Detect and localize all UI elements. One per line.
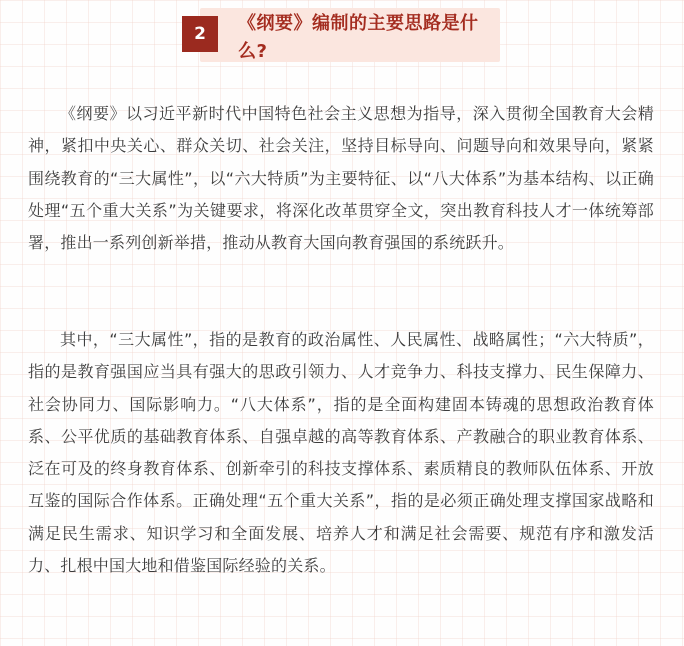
body-paragraph-2: 其中，“三大属性”，指的是教育的政治属性、人民属性、战略属性；“六大特质”，指的是教育强国应当具有强大的思政引领力、人才竞争力、科技支撑力、民生保障力、社会协同力、国际影响力。“八大体系”，指的是全面构建固本铸魂的思想政治教育体系、公平优质的基础教育体系、自强卓越的高等教育体系、产教融合的职业教育体系、泛在可及的终身教育体系、创新牵引的科技支撑体系、素质精良的教师队伍体系、开放互鉴的国际合作体系。正确处理“五个重大关系”，指的是必须正确处理支撑国家战略和满足民生需求、知识学习和全面发展、培养人才和满足社会需要、规范有序和激发活力、扎根中国大地和借鉴国际经验的关系。 <box>28 330 654 576</box>
section-number-badge: 2 <box>182 16 218 52</box>
section-title: 《纲要》编制的主要思路是什么? <box>238 13 479 62</box>
section-heading <box>182 6 500 62</box>
body-paragraph-1: 《纲要》以习近平新时代中国特色社会主义思想为指导，深入贯彻全国教育大会精神，紧扣中央关心、群众关切、社会关注，坚持目标导向、问题导向和效果导向，紧紧围绕教育的“三大属性”，以“六大特质”为主要特征、以“八大体系”为基本结构、以正确处理“五个重大关系”为关键要求，将深化改革贯穿全文，突出教育科技人才一体统筹部署，推出一系列创新举措，推动从教育大国向教育强国的系统跃升。 <box>28 104 654 253</box>
